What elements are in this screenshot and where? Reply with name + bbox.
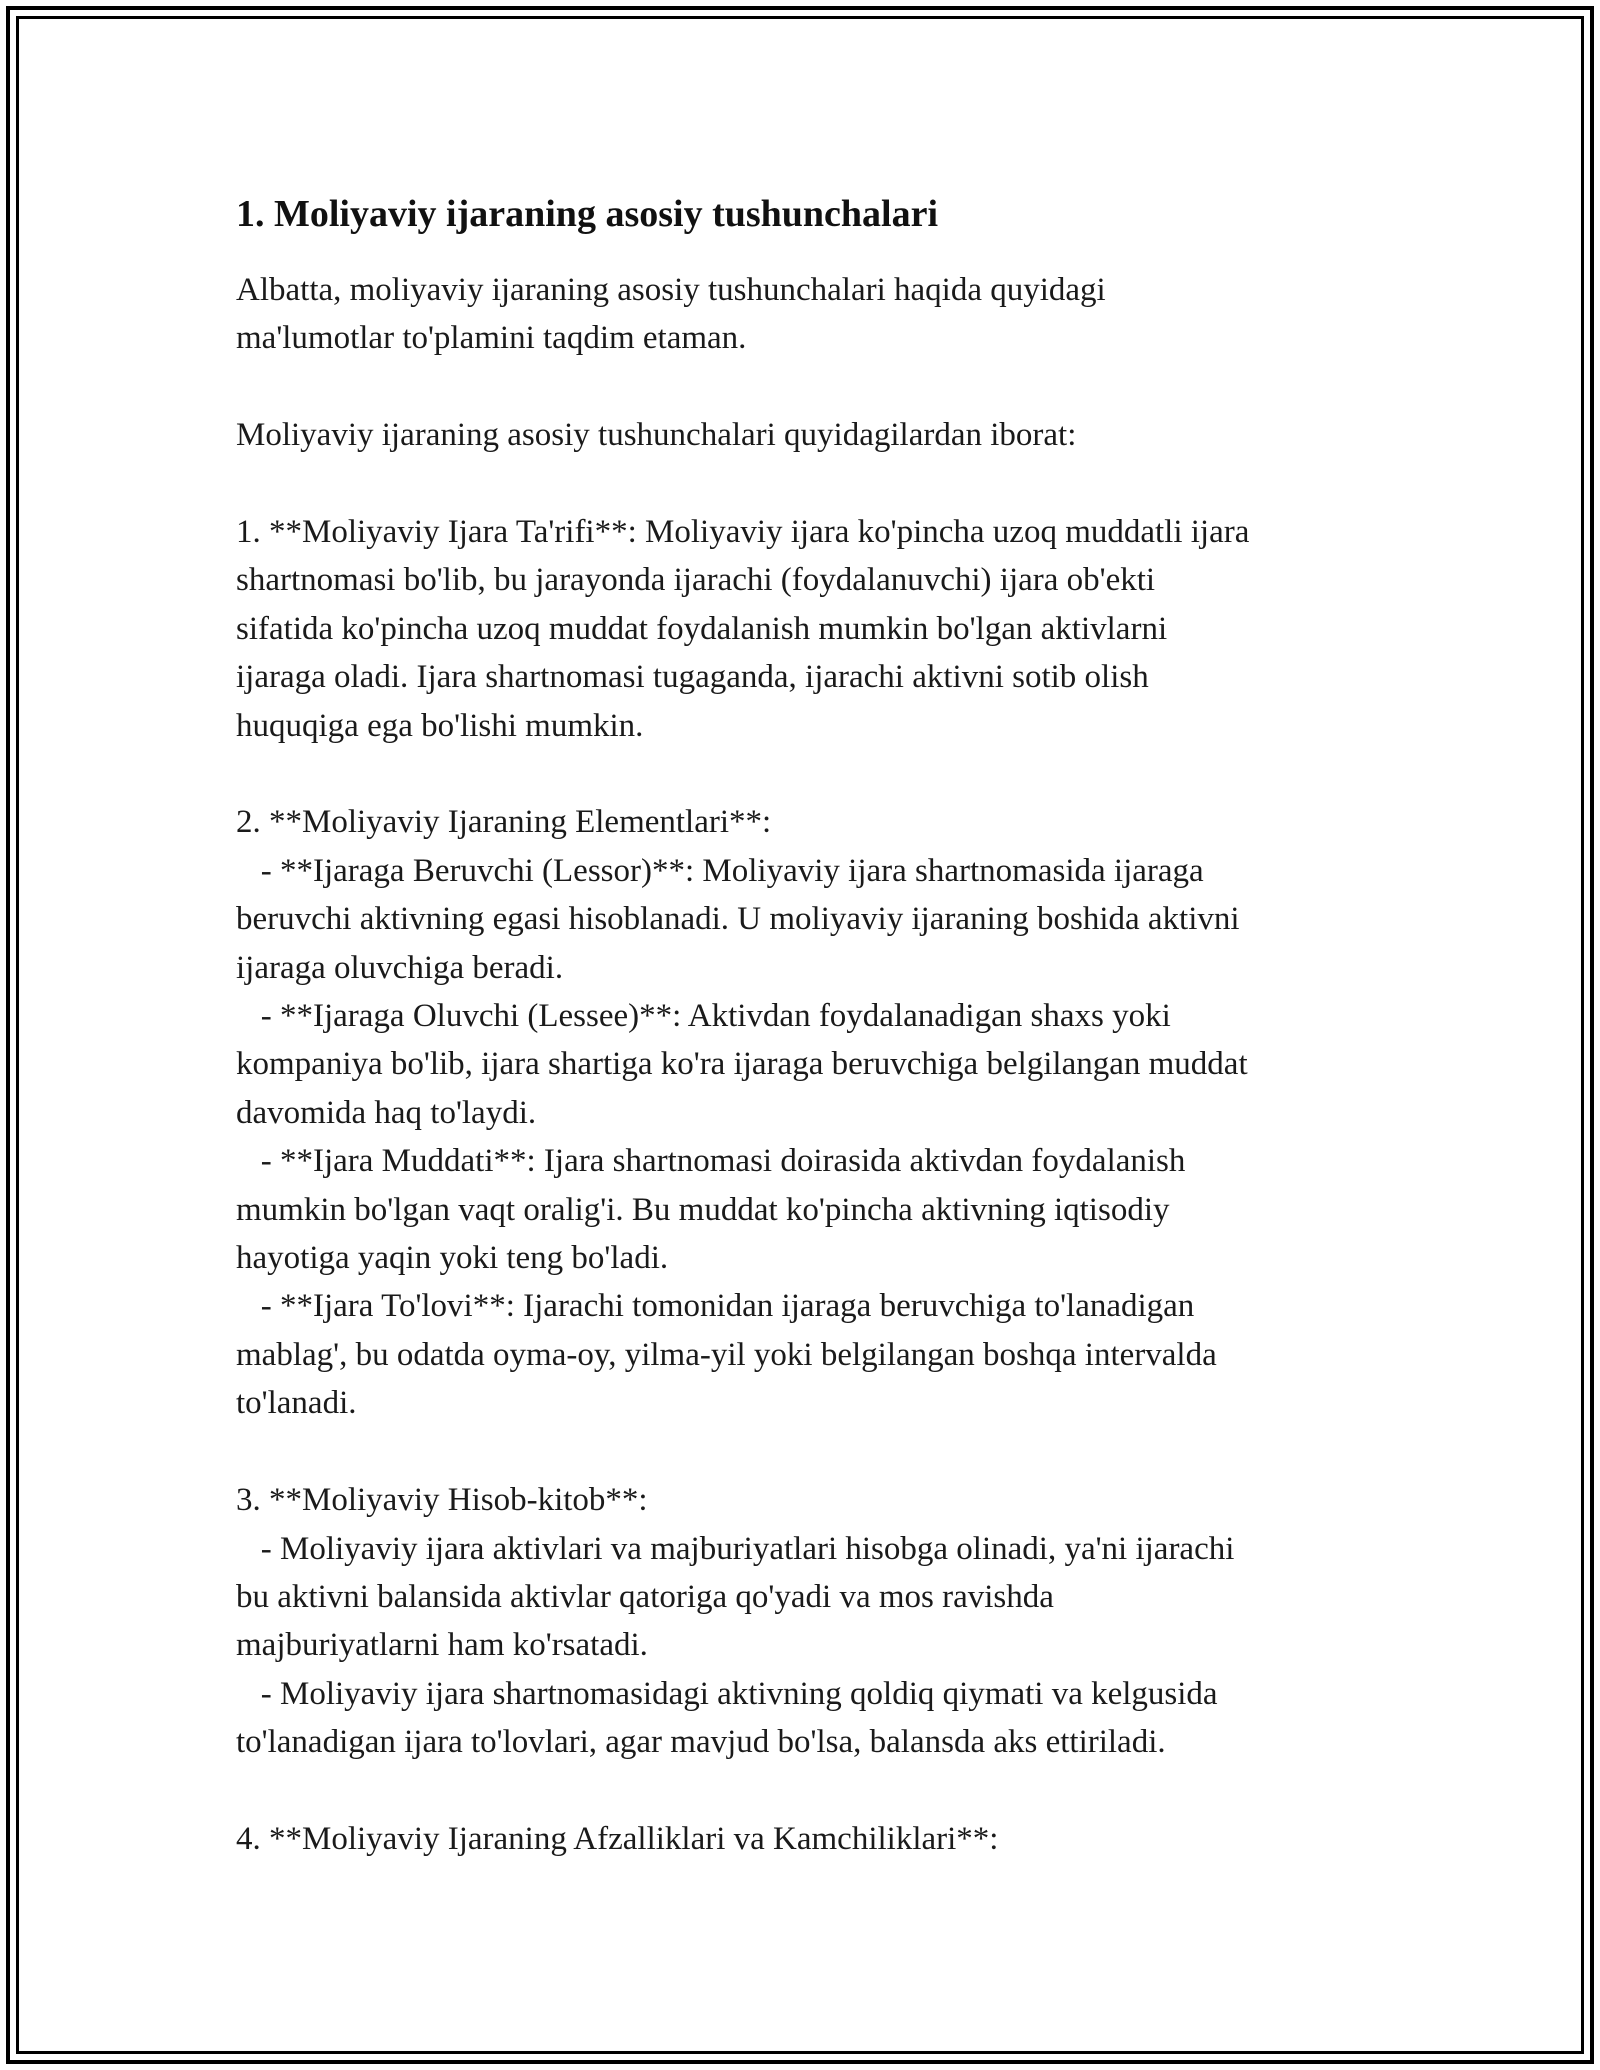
- document-body: [236, 188, 1376, 1863]
- text-line: - **Ijaraga Oluvchi (Lessee)**: Aktivdan foydalanadigan shaxs yoki: [236, 998, 1171, 1035]
- text-line: 4. **Moliyaviy Ijaraning Afzalliklari va Kamchiliklari**:: [236, 1820, 999, 1857]
- text-line: ma'lumotlar to'plamini taqdim etaman.: [236, 320, 747, 357]
- text-line: ijaraga oladi. Ijara shartnomasi tugaganda, ijarachi aktivni sotib olish: [236, 659, 1149, 696]
- text-line: huquqiga ega bo'lishi mumkin.: [236, 707, 644, 744]
- text-line: hayotiga yaqin yoki teng bo'ladi.: [236, 1240, 669, 1277]
- text-line: to'lanadi.: [236, 1385, 357, 1422]
- text-line: - **Ijara To'lovi**: Ijarachi tomonidan ijaraga beruvchiga to'lanadigan: [236, 1288, 1195, 1325]
- text-line: 3. **Moliyaviy Hisob-kitob**:: [236, 1482, 648, 1519]
- text-line: to'lanadigan ijara to'lovlari, agar mavjud bo'lsa, balansda aks ettiriladi.: [236, 1724, 1166, 1761]
- text-line: 1. **Moliyaviy Ijara Ta'rifi**: Moliyaviy ijara ko'pincha uzoq muddatli ijara: [236, 514, 1250, 550]
- blank-line: [236, 460, 1376, 508]
- text-line: Albatta, moliyaviy ijaraning asosiy tushunchalari haqida quyidagi: [236, 272, 1106, 308]
- document-text: [236, 266, 1376, 1863]
- text-line: sifatida ko'pincha uzoq muddat foydalanish mumkin bo'lgan aktivlarni: [236, 610, 1168, 647]
- text-line: - **Ijara Muddati**: Ijara shartnomasi doirasida aktivdan foydalanish: [236, 1143, 1186, 1180]
- blank-line: [236, 1767, 1376, 1815]
- text-line: shartnomasi bo'lib, bu jarayonda ijarachi (foydalanuvchi) ijara ob'ekti: [236, 562, 1156, 599]
- text-line: 2. **Moliyaviy Ijaraning Elementlari**:: [236, 804, 772, 841]
- blank-line: [236, 363, 1376, 411]
- text-line: davomida haq to'laydi.: [236, 1094, 537, 1131]
- text-line: majburiyatlarni ham ko'rsatadi.: [236, 1627, 648, 1664]
- text-line: - Moliyaviy ijara shartnomasidagi aktivning qoldiq qiymati va kelgusida: [236, 1675, 1218, 1712]
- blank-line: [236, 750, 1376, 798]
- text-line: mumkin bo'lgan vaqt oralig'i. Bu muddat ko'pincha aktivning iqtisodiy: [236, 1191, 1170, 1228]
- text-line: - Moliyaviy ijara aktivlari va majburiyatlari hisobga olinadi, ya'ni ijarachi: [236, 1530, 1235, 1567]
- text-line: kompaniya bo'lib, ijara shartiga ko'ra ijaraga beruvchiga belgilangan muddat: [236, 1046, 1248, 1083]
- text-line: ijaraga oluvchiga beradi.: [236, 949, 564, 986]
- text-line: mablag', bu odatda oyma-oy, yilma-yil yoki belgilangan boshqa intervalda: [236, 1336, 1217, 1373]
- blank-line: [236, 1428, 1376, 1476]
- text-line: Moliyaviy ijaraning asosiy tushunchalari quyidagilardan iborat:: [236, 417, 1077, 454]
- text-line: bu aktivni balansida aktivlar qatoriga qo'yadi va mos ravishda: [236, 1578, 1054, 1615]
- text-line: beruvchi aktivning egasi hisoblanadi. U moliyaviy ijaraning boshida aktivni: [236, 901, 1240, 938]
- document-title: 1. Moliyaviy ijaraning asosiy tushunchalari: [236, 193, 939, 235]
- text-line: - **Ijaraga Beruvchi (Lessor)**: Moliyaviy ijara shartnomasida ijaraga: [236, 852, 1204, 889]
